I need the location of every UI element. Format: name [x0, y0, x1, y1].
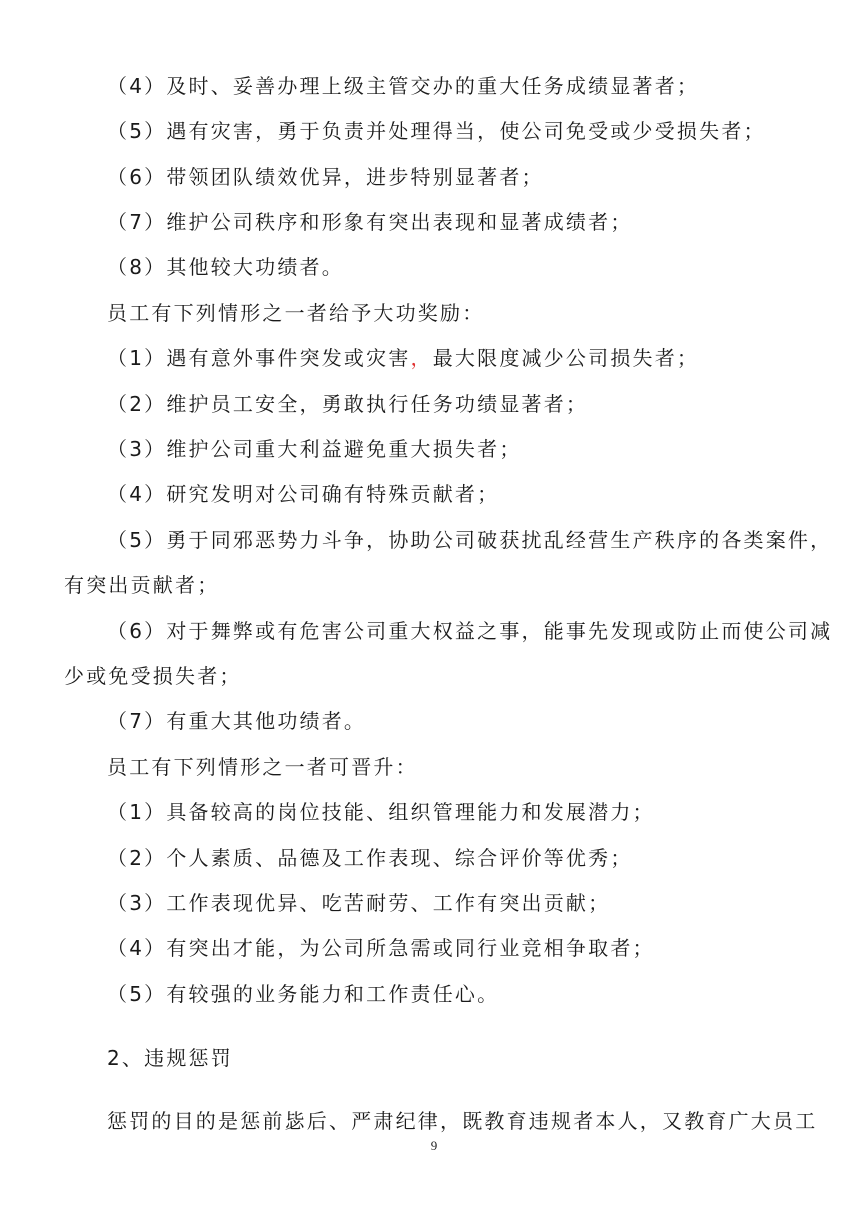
- big-merit-item-1-text-a: （1）遇有意外事件突发或灾害: [107, 346, 411, 370]
- promotion-heading: 员工有下列情形之一者可晋升：: [107, 755, 418, 779]
- big-merit-item-6-line-2: 少或免受损失者；: [64, 664, 242, 688]
- big-merit-item-5-line-1: （5）勇于同邪恶势力斗争，协助公司破获扰乱经营生产秩序的各类案件，: [107, 528, 833, 552]
- promotion-item-3: （3）工作表现优异、吃苦耐劳、工作有突出贡献；: [107, 891, 611, 915]
- promotion-item-5: （5）有较强的业务能力和工作责任心。: [107, 982, 500, 1006]
- section-title: 2、违规惩罚: [107, 1046, 233, 1070]
- big-merit-item-6-line-1: （6）对于舞弊或有危害公司重大权益之事，能事先发现或防止而使公司减: [107, 619, 833, 643]
- big-merit-item-5-line-2: 有突出贡献者；: [64, 573, 220, 597]
- merit-item-4: （4）及时、妥善办理上级主管交办的重大任务成绩显著者；: [107, 74, 700, 98]
- big-merit-item-2: （2）维护员工安全，勇敢执行任务功绩显著者；: [107, 392, 589, 416]
- merit-item-6: （6）带领团队绩效优异，进步特别显著者；: [107, 165, 544, 189]
- big-merit-heading: 员工有下列情形之一者给予大功奖励：: [107, 301, 485, 325]
- promotion-item-1: （1）具备较高的岗位技能、组织管理能力和发展潜力；: [107, 800, 655, 824]
- red-comma: ，: [410, 346, 433, 370]
- big-merit-item-4: （4）研究发明对公司确有特殊贡献者；: [107, 482, 500, 506]
- merit-item-7: （7）维护公司秩序和形象有突出表现和显著成绩者；: [107, 210, 633, 234]
- big-merit-item-3: （3）维护公司重大利益避免重大损失者；: [107, 437, 522, 461]
- promotion-item-4: （4）有突出才能，为公司所急需或同行业竞相争取者；: [107, 936, 655, 960]
- closing-paragraph: 惩罚的目的是惩前毖后、严肃纪律，既教育违规者本人，又教育广大员工: [107, 1109, 818, 1133]
- big-merit-item-1-text-b: 最大限度减少公司损失者；: [432, 346, 700, 370]
- page-number: 9: [430, 1138, 438, 1153]
- big-merit-item-7: （7）有重大其他功绩者。: [107, 709, 367, 733]
- merit-item-8: （8）其他较大功绩者。: [107, 255, 344, 279]
- promotion-item-2: （2）个人素质、品德及工作表现、综合评价等优秀；: [107, 846, 633, 870]
- merit-item-5: （5）遇有灾害，勇于负责并处理得当，使公司免受或少受损失者；: [107, 119, 766, 143]
- big-merit-item-1: [107, 344, 699, 372]
